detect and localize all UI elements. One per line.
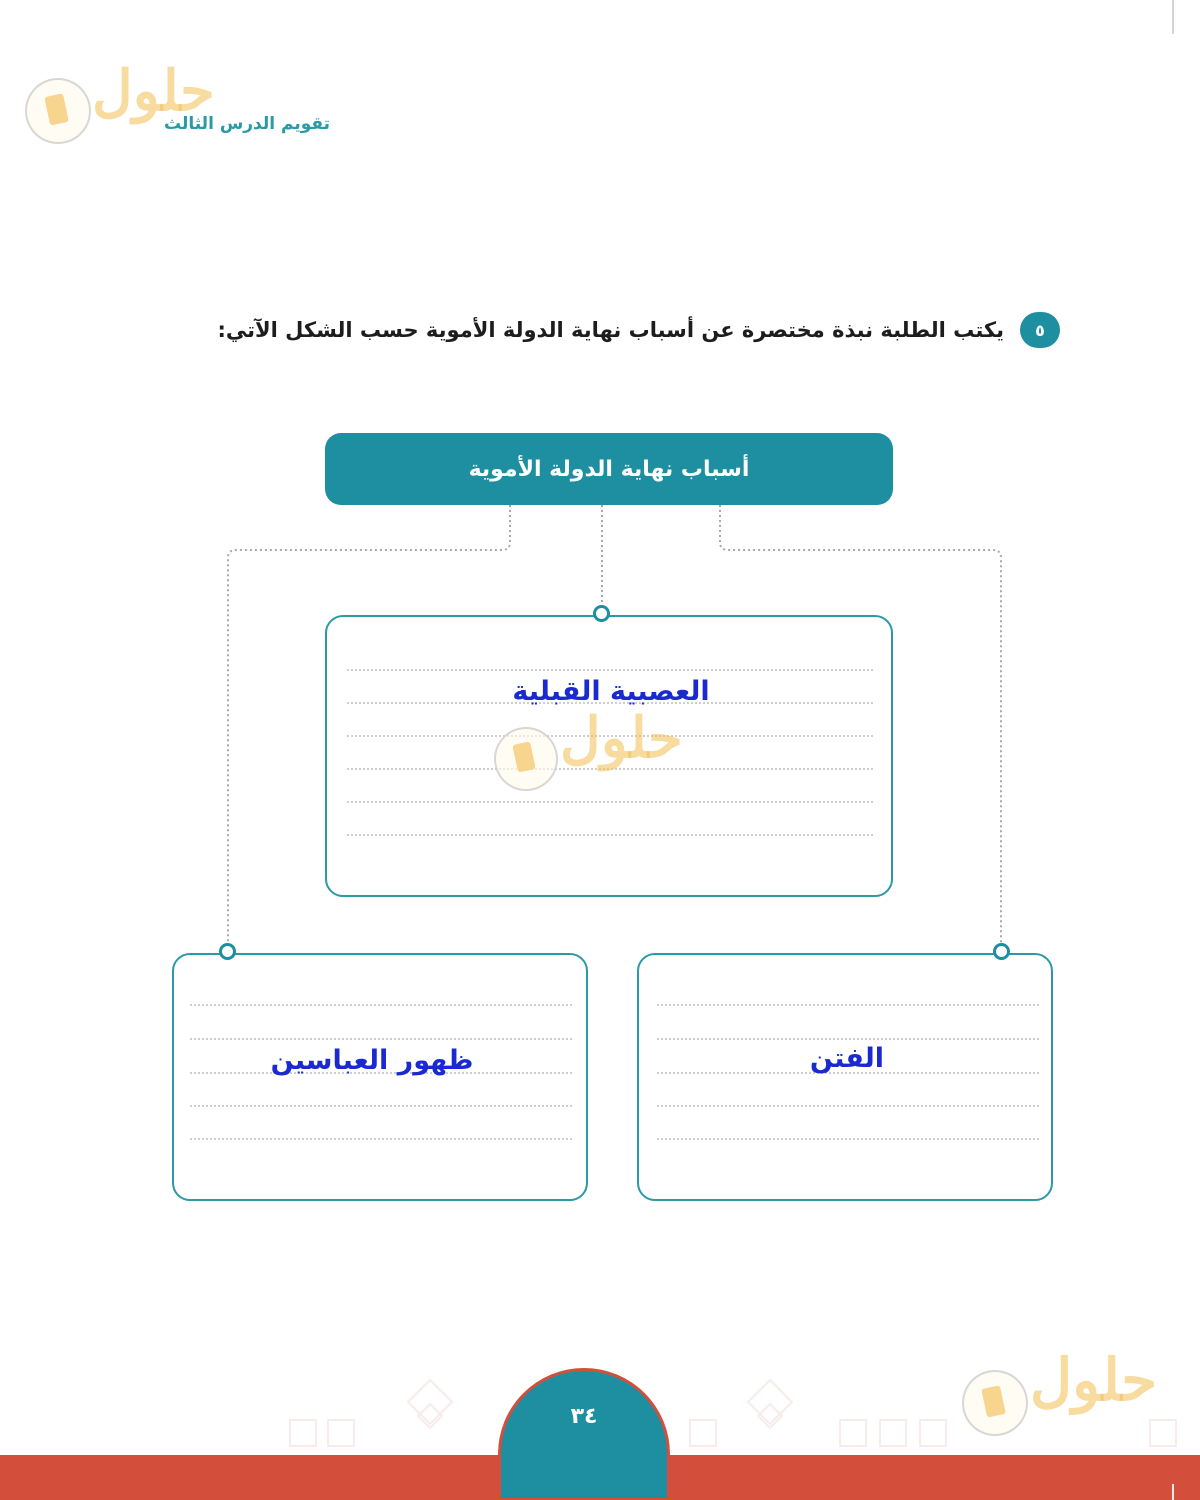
writing-lines <box>639 955 1055 1203</box>
cause-box-left <box>172 953 588 1201</box>
cause-answer: الفتن <box>809 1043 885 1074</box>
question-number-badge: ٥ <box>1020 312 1060 348</box>
watermark-logo-icon <box>962 1370 1028 1436</box>
cause-answer: ظهور العباسين <box>270 1045 474 1076</box>
watermark-logo-icon <box>494 727 558 791</box>
cause-answer: العصبية القبلية <box>512 676 710 707</box>
connector-node-left <box>219 943 236 960</box>
cause-box-right <box>637 953 1053 1201</box>
watermark-logo-text: حلول <box>560 705 683 771</box>
writing-lines <box>174 955 590 1203</box>
diagram-title-box <box>325 433 893 505</box>
watermark-logo-text: حلول <box>92 58 215 124</box>
page-edge-line <box>1172 1484 1174 1500</box>
diagram-title: أسباب نهاية الدولة الأموية <box>468 456 750 482</box>
lesson-title: تقويم الدرس الثالث <box>163 114 330 134</box>
connector-node-center <box>593 605 610 622</box>
page-number: ٣٤ <box>570 1404 598 1429</box>
connector-node-right <box>993 943 1010 960</box>
question-text: يكتب الطلبة نبذة مختصرة عن أسباب نهاية الدولة الأموية حسب الشكل الآتي: <box>217 318 1004 342</box>
watermark-logo-text: حلول <box>1030 1346 1158 1414</box>
